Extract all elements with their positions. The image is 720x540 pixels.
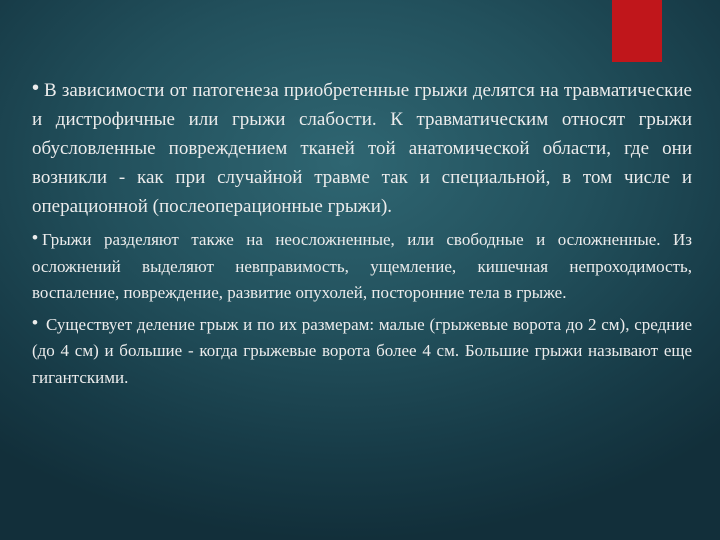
bullet-item-pathogenesis [32, 76, 692, 221]
bullet-text: В зависимости от патогенеза приобретенные грыжи делятся на травматические и дистрофичные или грыжи слабости. К травматическим относят грыжи обусловленные повреждением тканей той анатомической области, где они возникли - как при случайной травме так и специальной, в том числе и операционной (послеоперационные грыжи). [32, 80, 692, 217]
bullet-marker-icon: • [32, 228, 38, 247]
bullet-marker-icon: • [32, 312, 38, 332]
bullet-item-sizes [32, 312, 692, 392]
bullet-marker-icon: • [32, 77, 40, 99]
accent-bar [612, 0, 662, 62]
bullet-text: Грыжи разделяют также на неосложненные, или свободные и осложненные. Из осложнений выделяют невправимость, ущемление, кишечная непроходимость, воспаление, повреждение, развитие опухолей, посторонние тела в грыже. [32, 230, 692, 302]
slide-body [32, 76, 692, 396]
bullet-text: Существует деление грыж и по их размерам: малые (грыжевые ворота до 2 см), средние (до 4 см) и большие - когда грыжевые ворота более 4 см. Большие грыжи называют еще гигантскими. [32, 314, 692, 387]
bullet-item-complications [32, 227, 692, 307]
